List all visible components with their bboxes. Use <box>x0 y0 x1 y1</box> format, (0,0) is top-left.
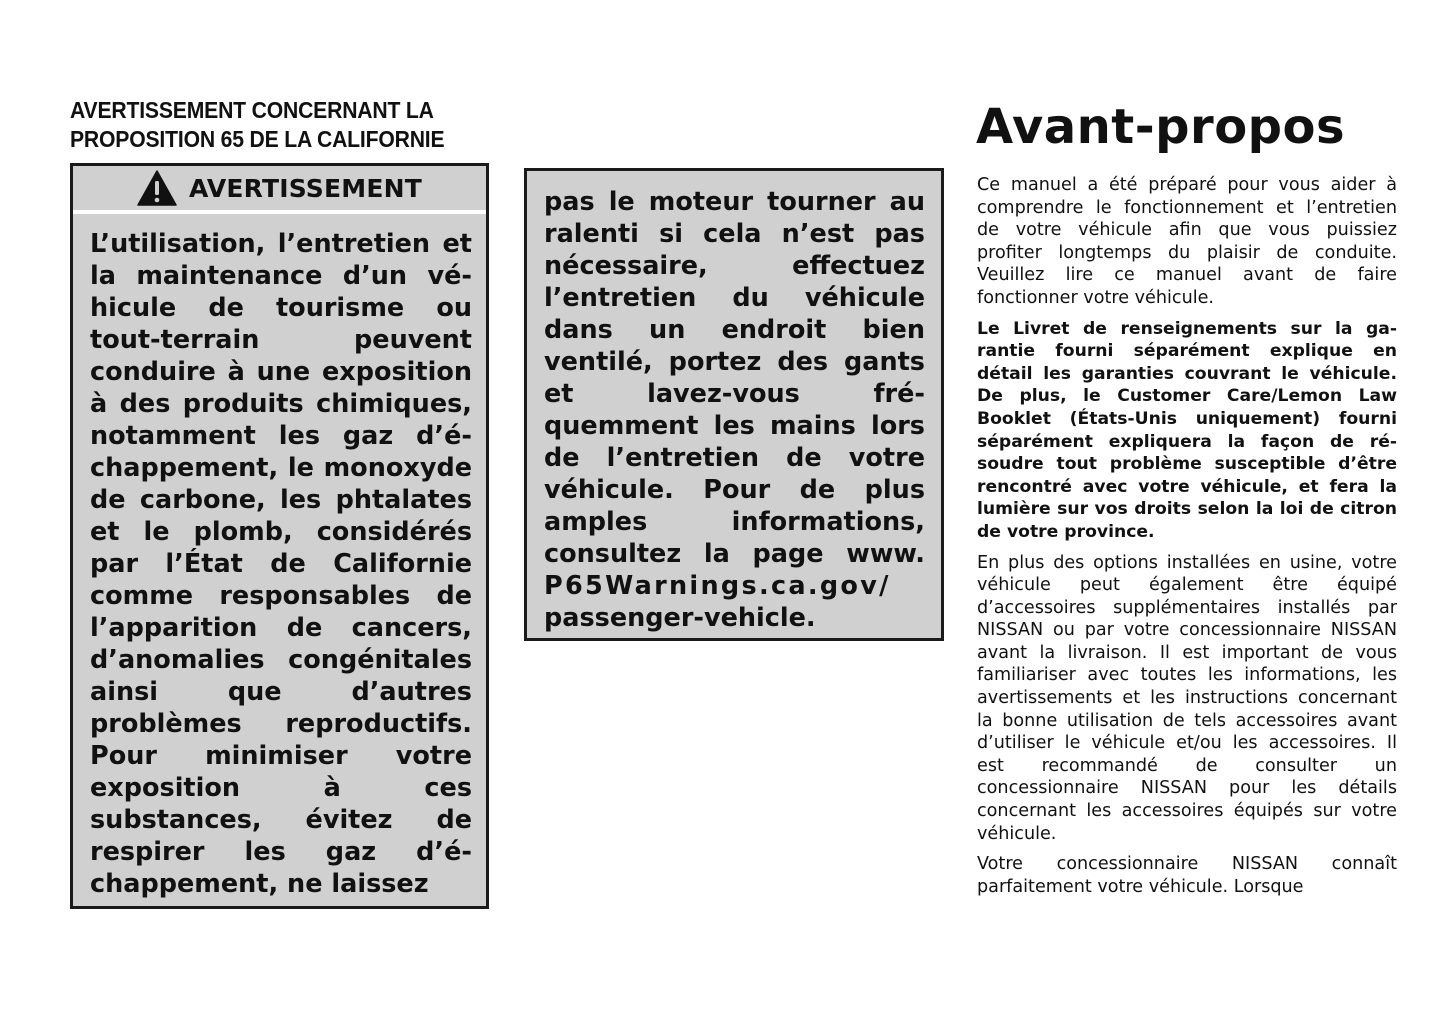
warning-header <box>73 166 486 214</box>
dealer-paragraph: Votre concessionnaire NISSAN connaît parfaitement votre véhicule. Lorsque <box>977 854 1397 897</box>
warning-url: P65Warnings.ca.gov/ <box>544 571 891 601</box>
warning-text: L’utilisation, l’entretien et la maintenance d’un véhicule de tourisme ou tout-terrain peuvent conduire à une exposition à des produits chimiques, notamment les gaz d’échappement, le monoxyde de carbone, les phtalates et le plomb, considérés par l’État de Californie comme responsables de l’apparition de cancers, d’anomalies congénitales ainsi que d’autres problèmes reproductifs. Pour minimiser votre exposition à ces substances, évitez de respirer les gaz d’échappement, ne laissez <box>90 229 472 899</box>
warning-box <box>70 163 489 909</box>
warning-label: AVERTISSEMENT <box>188 173 423 203</box>
warranty-paragraph: Le Livret de renseignements sur la garantie fourni séparément explique en détail les garanties couvrant le véhicule. De plus, le Customer Care/Lemon Law Booklet (États-Unis uniquement) fourni séparément expliquera la façon de résoudre tout problème susceptible d’être rencontré avec votre véhicule, et fera la lumière sur vos droits selon la loi de citron de votre province. <box>977 318 1397 542</box>
warning-continued-body: pas le moteur tourner au ralenti si cela n’est pas nécessaire, effectuez l’entretien du véhicule dans un endroit bien ventilé, portez des gants et lavez-vous fréquemment les mains lors de l’entretien de votre véhicule. Pour de plus amples informations, consultez la page www. <box>544 187 925 569</box>
warning-continued-box <box>524 168 944 641</box>
warning-url-end: passenger-vehicle. <box>544 603 816 633</box>
accessories-paragraph: En plus des options installées en usine, votre véhicule peut également être équipé d’accessoires supplémentaires installés par NISSAN ou par votre concessionnaire NISSAN avant la livraison. Il est important de vous familiariser avec toutes les informations, les avertissements et les instructions concernant la bonne utilisation de tels accessoires avant d’utiliser le véhicule et/ou les accessoires. Il est recommandé de consulter un concessionnaire NISSAN pour les détails concernant les accessoires équipés sur votre véhicule. <box>977 552 1397 844</box>
intro-column <box>977 174 1397 906</box>
intro-paragraph: Ce manuel a été préparé pour vous aider à comprendre le fonctionnement et l’entretien de votre véhicule afin que vous puissiez profiter longtemps du plaisir de conduite. Veuillez lire ce manuel avant de faire fonctionner votre véhicule. <box>977 175 1397 308</box>
warning-triangle-icon <box>137 170 177 206</box>
section-heading: AVERTISSEMENT CONCERNANT LA PROPOSITION 65 DE LA CALIFORNIE <box>70 97 445 152</box>
warning-continued-text <box>527 171 941 634</box>
page-title: Avant-propos <box>976 99 1346 155</box>
